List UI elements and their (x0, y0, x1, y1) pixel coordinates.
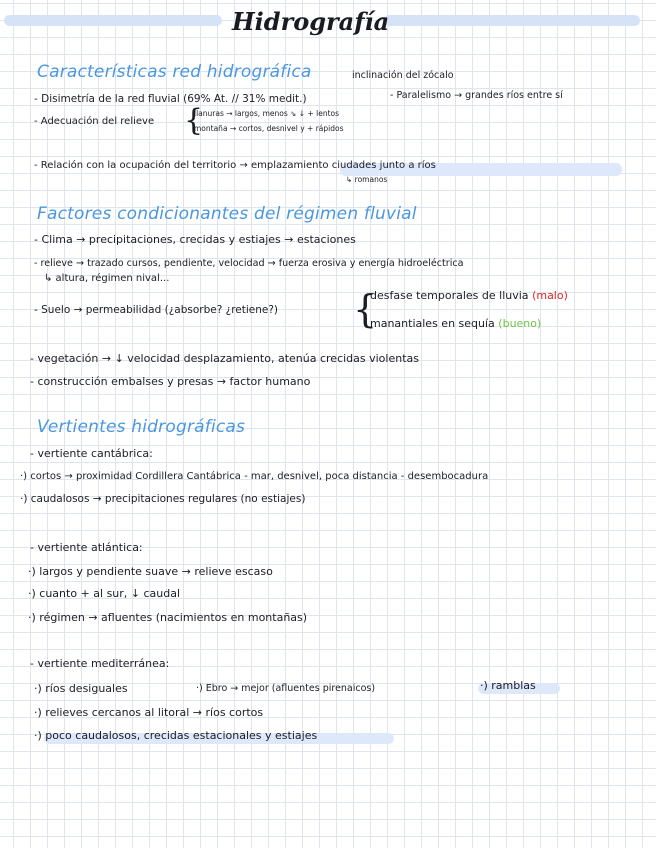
mediterranea-item-1: ·) ríos desiguales (34, 682, 128, 695)
line-desfase (370, 290, 568, 301)
mediterranea-item-ramblas: ·) ramblas (480, 679, 536, 692)
vertiente-cantabrica-title: - vertiente cantábrica: (30, 447, 153, 460)
line-adecuacion: - Adecuación del relieve (34, 116, 155, 127)
line-relieve: - relieve → trazado cursos, pendiente, velocidad → fuerza erosiva y energía hidroeléctrica (34, 258, 464, 269)
line-llanuras: llanuras → largos, menos ⇘ ↓ + lentos (194, 109, 340, 118)
heading-vertientes: Vertientes hidrográficas (37, 417, 246, 437)
line-suelo: - Suelo → permeabilidad (¿absorbe? ¿retiene?) (34, 304, 279, 316)
line-disimetria: - Disimetría de la red fluvial (69% At. // 31% medit.) (34, 93, 307, 105)
note-inclinacion: inclinación del zócalo (352, 70, 454, 81)
cantabrica-item-2: ·) caudalosos → precipitaciones regulares (no estiajes) (20, 493, 306, 505)
line-altura: ↳ altura, régimen nival... (44, 273, 170, 284)
brace-relieve: { (184, 103, 204, 138)
vertiente-mediterranea-title: - vertiente mediterránea: (30, 657, 170, 670)
line-vegetacion: - vegetación → ↓ velocidad desplazamiento, atenúa crecidas violentas (30, 352, 419, 365)
mediterranea-item-ebro: ·) Ebro → mejor (afluentes pirenaicos) (196, 683, 376, 694)
mediterranea-item-3: ·) poco caudalosos, crecidas estacionales y estiajes (34, 729, 318, 742)
note-romanos: ↳ romanos (346, 175, 388, 184)
line-relacion: - Relación con la ocupación del territorio → emplazamiento ciudades junto a ríos (34, 160, 436, 171)
label-malo: (malo) (532, 289, 568, 302)
line-montana: montaña → cortos, desnivel y + rápidos (194, 124, 344, 133)
atlantica-item-2: ·) cuanto + al sur, ↓ caudal (28, 587, 181, 600)
desfase-text: desfase temporales de lluvia (370, 289, 529, 302)
line-paralelismo: - Paralelismo → grandes ríos entre sí (390, 90, 563, 101)
page-title: Hidrografía (232, 7, 390, 36)
line-construccion: - construcción embalses y presas → factor humano (30, 375, 311, 388)
title-highlight (4, 15, 222, 26)
line-clima: - Clima → precipitaciones, crecidas y estiajes → estaciones (34, 233, 356, 246)
cantabrica-item-1: ·) cortos → proximidad Cordillera Cantábrica - mar, desnivel, poca distancia - desembocadura (20, 471, 489, 482)
brace-suelo: { (353, 287, 378, 331)
atlantica-item-3: ·) régimen → afluentes (nacimientos en montañas) (28, 611, 308, 624)
atlantica-item-1: ·) largos y pendiente suave → relieve escaso (28, 565, 273, 578)
heading-factores: Factores condicionantes del régimen fluvial (37, 204, 417, 224)
line-manantiales (370, 318, 541, 329)
title-highlight-right (384, 15, 640, 26)
heading-caracteristicas: Características red hidrográfica (37, 62, 312, 82)
vertiente-atlantica-title: - vertiente atlántica: (30, 541, 143, 554)
label-bueno: (bueno) (498, 317, 542, 330)
manantiales-text: manantiales en sequía (370, 317, 495, 330)
mediterranea-item-2: ·) relieves cercanos al litoral → ríos cortos (34, 706, 264, 719)
